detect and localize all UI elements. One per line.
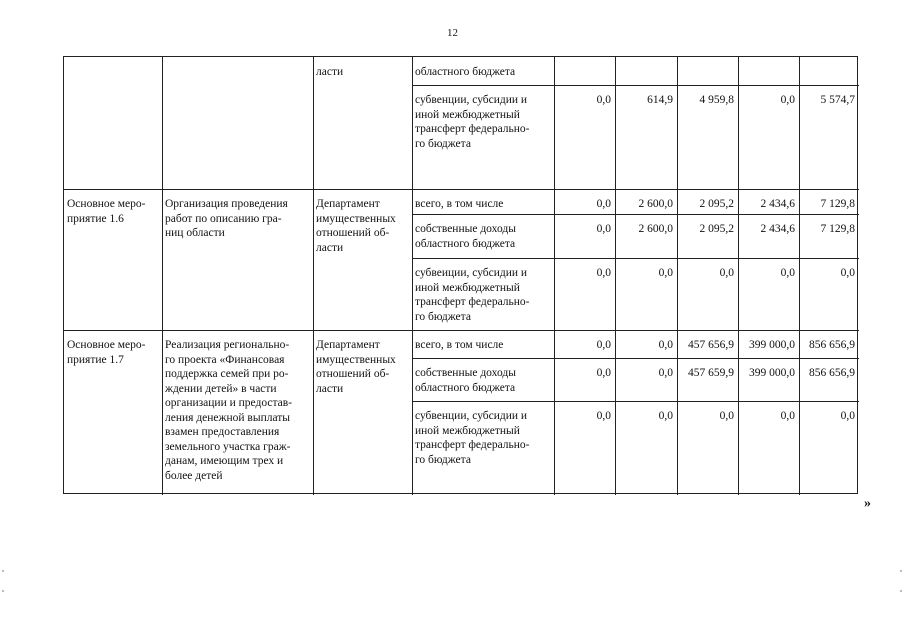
executor-cell-line: отношений об- bbox=[316, 368, 390, 380]
executor-cell-line: ласти bbox=[316, 66, 344, 78]
funding-source-label-line: иной межбюджетный bbox=[415, 281, 520, 294]
funding-value bbox=[615, 93, 677, 108]
funding-value bbox=[738, 409, 799, 424]
funding-value-line: 0,0 bbox=[658, 339, 673, 351]
funding-value bbox=[799, 409, 859, 424]
funding-value bbox=[799, 266, 859, 281]
funding-value bbox=[799, 338, 859, 353]
funding-value bbox=[615, 366, 677, 381]
funding-value bbox=[554, 197, 615, 212]
source-row-divider bbox=[412, 258, 859, 259]
funding-value-line: 0,0 bbox=[719, 267, 734, 279]
funding-source-label bbox=[412, 65, 554, 80]
funding-value bbox=[554, 366, 615, 381]
funding-value bbox=[799, 93, 859, 108]
executor-cell-line: Департамент bbox=[316, 339, 380, 351]
funding-value-line: 0,0 bbox=[719, 410, 734, 422]
funding-value-line: 0,0 bbox=[780, 410, 795, 422]
funding-value-line: 2 095,2 bbox=[699, 223, 734, 235]
funding-source-label-line: субвеиции, субсидии и bbox=[415, 267, 528, 279]
funding-value-line: 0,0 bbox=[658, 367, 673, 379]
funding-source-label bbox=[412, 366, 554, 395]
funding-value-line: 5 574,7 bbox=[820, 94, 855, 106]
funding-value bbox=[799, 197, 859, 212]
executor-cell bbox=[313, 65, 412, 80]
funding-value-line: 7 129,8 bbox=[820, 198, 855, 210]
activity-name-line: Организация проведения bbox=[165, 198, 288, 210]
funding-source-label-line: областного бюджета bbox=[415, 66, 516, 78]
funding-value bbox=[799, 366, 859, 381]
funding-source-label-line: собственные доходы bbox=[415, 223, 516, 235]
activity-name-line: поддержка семей при ро- bbox=[165, 368, 289, 380]
funding-source-label-line: субвенции, субсидии и bbox=[415, 410, 528, 422]
funding-value-line: 0,0 bbox=[658, 267, 673, 279]
funding-source-label-line: всего, в том числе bbox=[415, 339, 504, 351]
activity-name-line: земельного участка граж- bbox=[165, 440, 291, 453]
activity-code-line: Основное меро- bbox=[67, 198, 146, 210]
activity-name-line: данам, имеющим трех и bbox=[165, 455, 284, 467]
funding-value bbox=[554, 222, 615, 237]
scan-mark bbox=[2, 590, 4, 592]
funding-source-label-line: трансферт федерально- bbox=[415, 296, 530, 308]
funding-value bbox=[738, 266, 799, 281]
funding-source-label-line: областного бюджета bbox=[415, 237, 516, 250]
funding-value-line: 0,0 bbox=[840, 267, 855, 279]
funding-value-line: 0,0 bbox=[596, 223, 611, 235]
activity-code bbox=[64, 197, 162, 226]
funding-value bbox=[677, 222, 738, 237]
funding-source-label bbox=[412, 93, 554, 151]
source-row-divider bbox=[412, 214, 859, 215]
activity-name-line: Реализация регионально- bbox=[165, 339, 290, 351]
funding-value bbox=[738, 93, 799, 108]
funding-value-line: 4 959,8 bbox=[699, 94, 734, 106]
funding-value bbox=[738, 366, 799, 381]
activity-name-line: организации и предостав- bbox=[165, 397, 293, 409]
closing-quote-mark: » bbox=[864, 496, 871, 511]
activity-name bbox=[162, 338, 313, 483]
funding-source-label bbox=[412, 266, 554, 324]
funding-value-line: 457 659,9 bbox=[688, 367, 734, 379]
funding-source-label-line: собственные доходы bbox=[415, 367, 516, 379]
funding-value bbox=[554, 338, 615, 353]
funding-value bbox=[615, 197, 677, 212]
funding-value bbox=[677, 93, 738, 108]
funding-value bbox=[615, 266, 677, 281]
funding-value-line: 0,0 bbox=[840, 410, 855, 422]
executor-cell bbox=[313, 338, 412, 396]
activity-name-line: взамен предоставления bbox=[165, 426, 280, 438]
funding-value-line: 0,0 bbox=[780, 267, 795, 279]
funding-value bbox=[738, 197, 799, 212]
executor-cell-line: ласти bbox=[316, 241, 344, 254]
funding-source-label bbox=[412, 222, 554, 251]
funding-value-line: 0,0 bbox=[596, 94, 611, 106]
funding-value-line: 7 129,8 bbox=[820, 223, 855, 235]
activity-code bbox=[64, 338, 162, 367]
activity-name-line: го проекта «Финансовая bbox=[165, 353, 285, 366]
funding-value-line: 0,0 bbox=[596, 367, 611, 379]
funding-value-line: 2 434,6 bbox=[760, 198, 795, 210]
page-number: 12 bbox=[447, 27, 458, 39]
funding-value bbox=[554, 409, 615, 424]
activity-name-line: работ по описанию гра- bbox=[165, 212, 282, 225]
funding-value-line: 856 656,9 bbox=[809, 339, 855, 351]
funding-source-label bbox=[412, 409, 554, 467]
funding-source-label-line: го бюджета bbox=[415, 137, 471, 150]
executor-cell bbox=[313, 197, 412, 255]
funding-source-label-line: трансферт федерально- bbox=[415, 123, 530, 135]
source-row-divider bbox=[412, 85, 859, 86]
funding-source-label-line: го бюджета bbox=[415, 310, 471, 323]
funding-source-label bbox=[412, 338, 554, 353]
funding-source-label-line: субвенции, субсидии и bbox=[415, 94, 528, 106]
budget-table bbox=[63, 56, 858, 494]
executor-cell-line: отношений об- bbox=[316, 227, 390, 239]
executor-cell-line: имущественных bbox=[316, 353, 396, 366]
funding-value-line: 2 600,0 bbox=[638, 223, 673, 235]
column-divider bbox=[313, 57, 314, 495]
activity-name-line: ниц области bbox=[165, 227, 225, 239]
funding-value-line: 856 656,9 bbox=[809, 367, 855, 379]
executor-cell-line: имущественных bbox=[316, 212, 396, 225]
executor-cell-line: ласти bbox=[316, 382, 344, 395]
funding-value bbox=[554, 93, 615, 108]
funding-value-line: 399 000,0 bbox=[749, 367, 795, 379]
funding-source-label-line: го бюджета bbox=[415, 453, 471, 466]
funding-value bbox=[615, 222, 677, 237]
funding-value bbox=[677, 266, 738, 281]
funding-value-line: 0,0 bbox=[596, 198, 611, 210]
scan-mark bbox=[900, 590, 902, 592]
activity-name-line: ления денежной выплаты bbox=[165, 411, 291, 424]
funding-value-line: 399 000,0 bbox=[749, 339, 795, 351]
row-divider bbox=[64, 189, 859, 190]
activity-name bbox=[162, 197, 313, 241]
funding-value-line: 2 600,0 bbox=[638, 198, 673, 210]
source-row-divider bbox=[412, 401, 859, 402]
funding-value-line: 0,0 bbox=[596, 410, 611, 422]
activity-code-line: приятие 1.7 bbox=[67, 353, 124, 366]
funding-source-label-line: областного бюджета bbox=[415, 381, 516, 394]
activity-code-line: Основное меро- bbox=[67, 339, 146, 351]
funding-value bbox=[677, 197, 738, 212]
row-divider bbox=[64, 330, 859, 331]
scan-mark bbox=[2, 570, 4, 572]
funding-value bbox=[799, 222, 859, 237]
funding-value bbox=[677, 366, 738, 381]
funding-value-line: 0,0 bbox=[658, 410, 673, 422]
funding-value bbox=[677, 409, 738, 424]
executor-cell-line: Департамент bbox=[316, 198, 380, 210]
funding-value bbox=[738, 222, 799, 237]
activity-name-line: ждении детей» в части bbox=[165, 382, 277, 395]
scan-mark bbox=[900, 570, 902, 572]
activity-code-line: приятие 1.6 bbox=[67, 212, 124, 225]
funding-source-label-line: всего, в том числе bbox=[415, 198, 504, 210]
source-row-divider bbox=[412, 358, 859, 359]
funding-value-line: 2 095,2 bbox=[699, 198, 734, 210]
funding-source-label bbox=[412, 197, 554, 212]
funding-value-line: 2 434,6 bbox=[760, 223, 795, 235]
funding-source-label-line: иной межбюджетный bbox=[415, 424, 520, 437]
funding-value bbox=[615, 338, 677, 353]
funding-value bbox=[738, 338, 799, 353]
funding-source-label-line: трансферт федерально- bbox=[415, 439, 530, 451]
funding-value bbox=[615, 409, 677, 424]
funding-source-label-line: иной межбюджетный bbox=[415, 108, 520, 121]
activity-name-line: более детей bbox=[165, 469, 223, 482]
funding-value-line: 0,0 bbox=[596, 267, 611, 279]
funding-value-line: 457 656,9 bbox=[688, 339, 734, 351]
funding-value bbox=[554, 266, 615, 281]
funding-value-line: 0,0 bbox=[780, 94, 795, 106]
funding-value bbox=[677, 338, 738, 353]
funding-value-line: 614,9 bbox=[647, 94, 673, 106]
funding-value-line: 0,0 bbox=[596, 339, 611, 351]
